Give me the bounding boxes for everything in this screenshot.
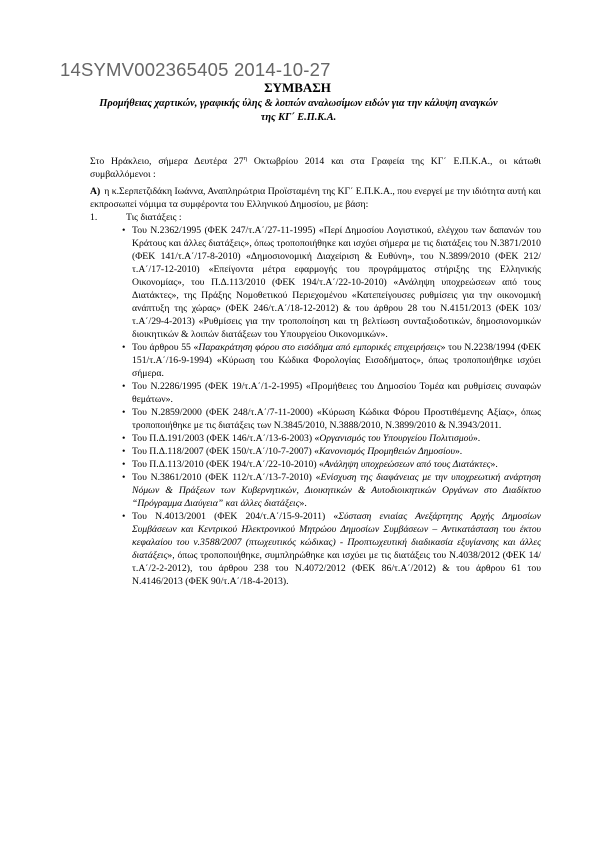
legislation-text: Του Ν.4013/2001 (ΦΕΚ 204/τ.Α΄/15-9-2011) « — [132, 511, 339, 523]
legislation-text: Σύσταση ενιαίας Ανεξάρτητης Αρχής Δημοσίων Συμβάσεων και Κεντρικού Ηλεκτρονικού Μητρώου Δημοσίων Συμβάσεων – Αντικατάσταση του έκτου κεφαλαίου του ν.3588/2007 (πτωχευτικός κώδικας) - Προπτωχευτική διαδικασία εξυγίανσης και άλλες διατάξεις — [132, 511, 541, 562]
legislation-text: Του Ν.2859/2000 (ΦΕΚ 248/τ.Α΄/7-11-2000) «Κύρωση Κώδικα Φόρου Προστιθέμενης Αξίας», όπως τροποποιήθηκε με τις διατάξεις των Ν.3845/2010, Ν.3888/2010, Ν.3899/2010 & Ν.3943/2011. — [132, 407, 541, 432]
document-title: ΣΥΜΒΑΣΗ — [264, 80, 331, 95]
legislation-text: ». — [454, 446, 463, 458]
bullet-icon: • — [122, 446, 126, 458]
bullet-icon: • — [122, 459, 126, 471]
party-a-text: η κ.Σερπετζιδάκη Ιωάννα, Αναπληρώτρια Προϊσταμένη της ΚΓ΄ Ε.Π.Κ.Α., που ενεργεί με την ιδιότητα αυτή και εκπροσωπεί νόμιμα τα συμφέροντα του Ελληνικού Δημοσίου, με βάση: — [90, 186, 541, 211]
legislation-item — [122, 458, 541, 471]
intro-rest-text: Οκτωβρίου 2014 και στα Γραφεία της ΚΓ΄ Ε.Π.Κ.Α., οι κάτωθι συμβαλλόμενοι : — [90, 156, 541, 181]
bullet-icon: • — [122, 407, 126, 419]
legislation-item — [122, 406, 541, 432]
legislation-item — [122, 380, 541, 406]
bullet-icon: • — [122, 381, 126, 393]
bullet-icon: • — [122, 342, 126, 354]
document-subtitle: Προμήθειας χαρτικών, γραφικής ύλης & λοιπών αναλωσίμων ειδών για την κάλυψη αναγκών της ΚΓ΄ Ε.Π.Κ.Α. — [99, 98, 498, 123]
legislation-text: Του Ν.2286/1995 (ΦΕΚ 19/τ.Α΄/1-2-1995) «Προμήθειες του Δημοσίου Τομέα και ρυθμίσεις συναφών θεμάτων». — [132, 381, 541, 406]
legislation-text: Του Ν.3861/2010 (ΦΕΚ 112/τ.Α΄/13-7-2010) « — [132, 472, 321, 484]
document-stamp: 14SYMV002365405 2014-10-27 — [60, 59, 331, 80]
legislation-item — [122, 432, 541, 445]
document-body — [90, 152, 541, 588]
bullet-icon: • — [122, 433, 126, 445]
legislation-item — [122, 445, 541, 458]
intro-paragraph — [90, 152, 541, 181]
legislation-list — [122, 224, 541, 588]
legislation-text: Του Π.Δ.118/2007 (ΦΕΚ 150/τ.Α΄/10-7-2007) « — [132, 446, 319, 458]
bullet-icon: • — [122, 472, 126, 484]
legislation-text: ». — [490, 459, 498, 471]
legislation-text: Ενίσχυση της διαφάνειας με την υποχρεωτική ανάρτηση Νόμων & Πράξεων των Κυβερνητικών, Διοικητικών & Αυτοδιοικητικών Οργάνων στο Διαδίκτυο “Πρόγραμμα Διαύγεια” και άλλες διατάξεις — [132, 472, 541, 510]
legislation-text: ». — [472, 433, 481, 445]
legislation-text: Του άρθρου 55 « — [132, 342, 199, 354]
legislation-text: ». — [299, 498, 307, 510]
legislation-text: Ανάληψη υποχρεώσεων από τους Διατάκτες — [323, 459, 491, 471]
intro-ordinal-suffix: η — [243, 155, 247, 162]
legislation-text: Του Ν.2362/1995 (ΦΕΚ 247/τ.Α΄/27-11-1995) «Περί Δημοσίου Λογιστικού, ελέγχου των δαπανών του Κράτους και άλλες διατάξεις», όπως τροποποιήθηκε και ισχύει σήμερα με τις διατάξεις του Ν.3871/2010 (ΦΕΚ 141/τ.Α΄/17-8-2010) «Δημοσιονομική Διαχείριση & Ευθύνη», του Ν.3899/2010 (ΦΕΚ 212/τ.Α΄/17-12-2010) «Επείγοντα μέτρα εφαρμογής του προγράμματος στήριξης της Ελληνικής Οικονομίας», του Π.Δ.113/2010 (ΦΕΚ 194/τ.Α΄/22-10-2010) «Ανάληψη υποχρεώσεων από τους Διατάκτες», της Πράξης Νομοθετικού Περιεχομένου «Κατεπείγουσες ρυθμίσεις για την οικονομική ανάπτυξη της χώρας» (ΦΕΚ 246/τ.Α΄/18-12-2012) & του άρθρου 28 του Ν.4151/2013 (ΦΕΚ 103/τ.Α΄/29-4-2013) «Ρυθμίσεις για την τροποποίηση και τη βελτίωση συνταξιοδοτικών, δημοσιονομικών διοικητικών & λοιπών διατάξεων του Υπουργείου Οικονομικών». — [132, 225, 541, 341]
bullet-icon: • — [122, 511, 126, 523]
legislation-text: Παρακράτηση φόρου στο εισόδημα από εμπορικές επιχειρήσεις — [198, 342, 441, 354]
party-a-label: Α) — [90, 186, 101, 198]
legislation-text: », όπως τροποποιήθηκε, συμπληρώθηκε και ισχύει με τις διατάξεις του Ν.4038/2012 (ΦΕΚ 14/τ.Α΄/2-2-2012), του άρθρου 238 του Ν.4072/2012 (ΦΕΚ 86/τ.Α΄/2012) & του άρθρου 61 του Ν.4146/2013 (ΦΕΚ 90/τ.Α΄/18-4-2013). — [132, 550, 541, 588]
intro-date-text: Στο Ηράκλειο, σήμερα Δευτέρα 27 — [90, 156, 244, 168]
legislation-item — [122, 224, 541, 341]
item-number: 1. — [90, 212, 98, 224]
legislation-text: Κανονισμός Προμηθειών Δημοσίου — [319, 446, 455, 458]
item-text: Τις διατάξεις : — [126, 212, 182, 224]
legislation-text: Του Π.Δ.113/2010 (ΦΕΚ 194/τ.Α΄/22-10-2010) « — [132, 459, 324, 471]
party-a-paragraph — [90, 185, 541, 211]
legislation-text: » του Ν.2238/1994 (ΦΕΚ 151/τ.Α΄/16-9-1994) «Κύρωση του Κώδικα Φορολογίας Εισοδήματος», όπως τροποποιήθηκε ισχύει σήμερα. — [132, 342, 541, 380]
legislation-item — [122, 341, 541, 380]
legislation-item — [122, 471, 541, 510]
numbered-item-1 — [90, 211, 541, 224]
legislation-text: Του Π.Δ.191/2003 (ΦΕΚ 146/τ.Α΄/13-6-2003) « — [132, 433, 320, 445]
bullet-icon: • — [122, 225, 126, 237]
legislation-text: Οργανισμός του Υπουργείου Πολιτισμού — [319, 433, 473, 445]
legislation-item — [122, 510, 541, 588]
